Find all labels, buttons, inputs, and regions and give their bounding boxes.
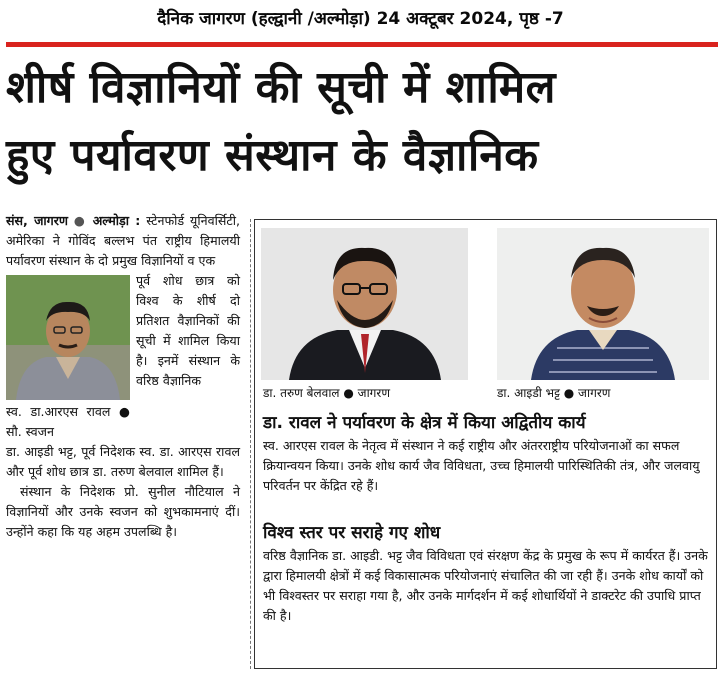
- intro-text: स्टेनफोर्ड यूनिवर्सिटी, अमेरिका ने गोविंद बल्लभ पंत राष्ट्रीय हिमालयी पर्यावरण संस्थान के दो प्रमुख विज्ञानियों व एक: [6, 213, 240, 268]
- dateline: संस, जागरण: [6, 213, 69, 228]
- paragraph-2: संस्थान के निदेशक प्रो. सुनील नौटियाल ने विज्ञानियों और उनके स्वजन को शुभकामनाएं दीं। उन्होंने कहा कि यह अहम उपलब्धि है।: [6, 484, 240, 539]
- body-research: [263, 546, 711, 626]
- photo-rawal: [6, 275, 130, 400]
- caption-bhatt: डा. आइडी भट्ट ● जागरण: [497, 386, 611, 400]
- subheading-research: विश्व स्तर पर सराहे गए शोध: [263, 523, 441, 543]
- red-rule: [6, 42, 718, 47]
- body-rawal-text: स्व. आरएस रावल के नेतृत्व में संस्थान ने कई राष्ट्रीय और अंतरराष्ट्रीय परियोजनाओं का सफल क्रियान्वयन किया। उनके शोध कार्य जैव विविधता, उच्च हिमालयी पारिस्थितिकी तंत्र, और जलवायु परिवर्तन पर केंद्रित रहे हैं।: [263, 438, 700, 493]
- body-research-text: वरिष्ठ वैज्ञानिक डा. आइडी. भट्ट जैव विविधता एवं संरक्षण केंद्र के प्रमुख के रूप में कार्यरत हैं। उनके द्वारा हिमालयी क्षेत्रों में कई विकासात्मक परियोजनाएं संचालित की जा रही हैं। उनके शोध कार्यों को भी विश्वस्तर पर सराहा गया है, और उनके मार्गदर्शन में कई शोधार्थियों ने डाक्टरेट की उपाधि प्राप्त की है।: [263, 548, 708, 623]
- left-column: [6, 211, 240, 542]
- continued-text: डा. आइडी भट्ट, पूर्व निदेशक स्व. डा. आरएस रावल और पूर्व शोध छात्र डा. तरुण बेलवाल शामिल हैं।: [6, 444, 240, 479]
- column-divider: [250, 219, 251, 669]
- masthead: दैनिक जागरण (हल्द्वानी /अल्मोड़ा) 24 अक्टूबर 2024, पृष्ठ -7: [157, 9, 564, 29]
- subheading-rawal: डा. रावल ने पर्यावरण के क्षेत्र में किया अद्वितीय कार्य: [263, 413, 586, 433]
- dateline-dot: ●: [73, 213, 87, 228]
- photo-caption-rawal: स्व. डा.आरएस रावल ● सौ. स्वजन: [6, 404, 130, 439]
- body-rawal: [263, 436, 711, 496]
- beside-photo-text: पूर्व शोध छात्र को विश्व के शीर्ष दो प्रतिशत वैज्ञानिकों की सूची में शामिल किया है। इनमें संस्थान के वरिष्ठ वैज्ञानिक: [136, 273, 240, 388]
- headline-line-1: शीर्ष विज्ञानियों की सूची में शामिल: [6, 62, 556, 113]
- caption-belwal: डा. तरुण बेलवाल ● जागरण: [263, 386, 391, 400]
- photo-belwal: [261, 228, 468, 380]
- headline: [6, 54, 718, 190]
- photo-bhatt: [497, 228, 709, 380]
- headline-line-2: हुए पर्यावरण संस्थान के वैज्ञानिक: [6, 130, 539, 181]
- feature-box: [254, 219, 717, 669]
- dateline-place: अल्मोड़ा :: [92, 213, 141, 228]
